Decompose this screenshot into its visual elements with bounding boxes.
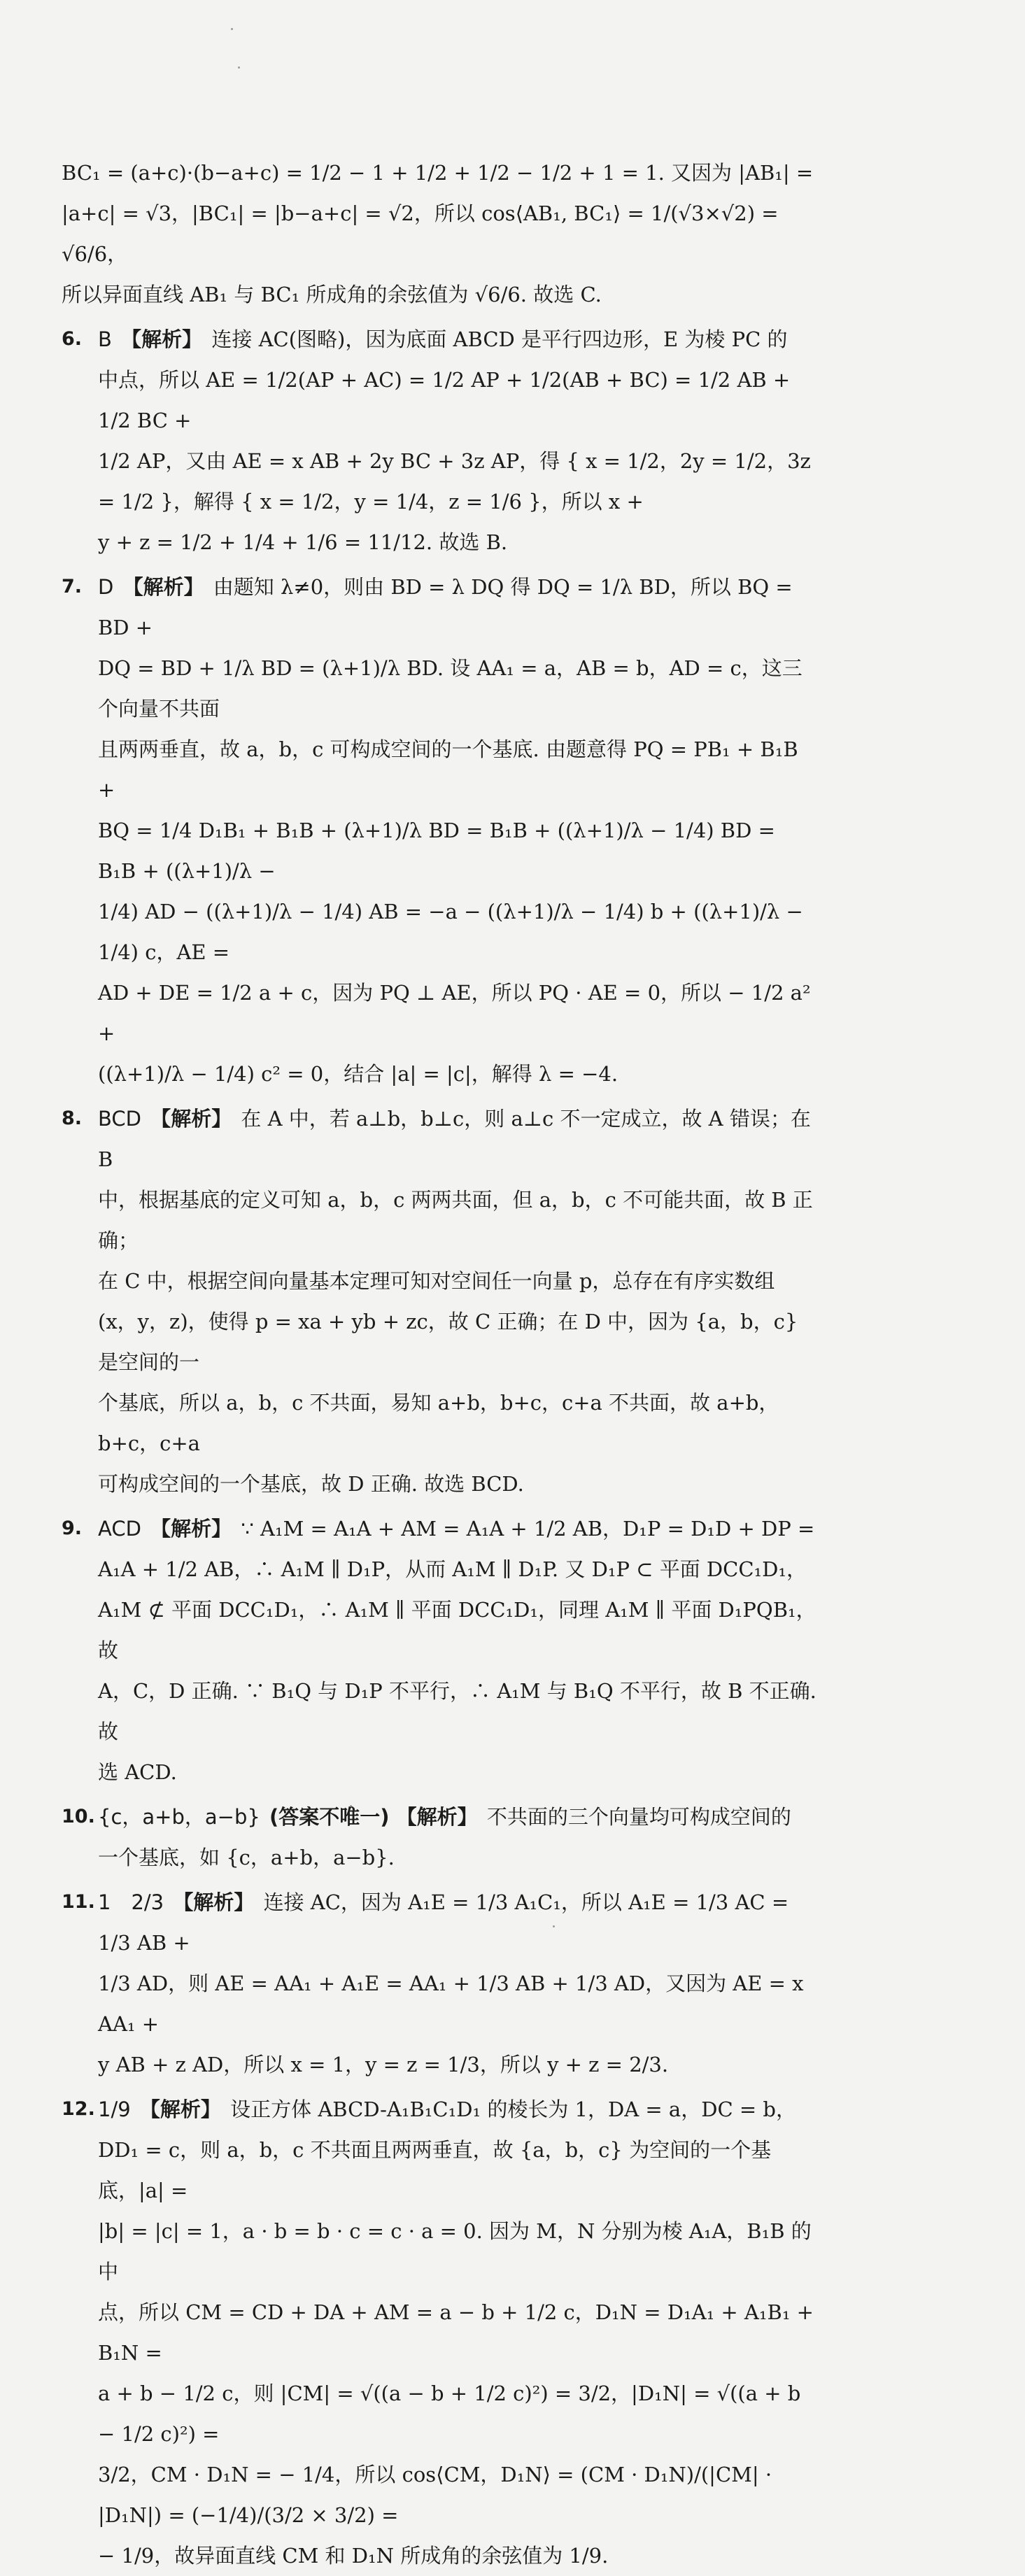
text-line: AD + DE = 1/2 a + c，因为 PQ ⊥ AE，所以 PQ · AE = 0，所以 − 1/2 a² +	[98, 981, 811, 1045]
solution-item-8	[62, 1098, 819, 1504]
text-line: A，C，D 正确. ∵ B₁Q 与 D₁P 不平行，∴ A₁M 与 B₁Q 不平行，故 B 不正确. 故	[98, 1679, 817, 1743]
text-line: DQ = BD + 1/λ BD = (λ+1)/λ BD. 设 AA₁ = a，AB = b，AD = c，这三个向量不共面	[98, 656, 803, 721]
text-line: BC₁ = (a+c)·(b−a+c) = 1/2 − 1 + 1/2 + 1/2 − 1/2 + 1 = 1. 又因为 |AB₁| =	[62, 161, 814, 185]
text-line: ((λ+1)/λ − 1/4) c² = 0，结合 |a| = |c|，解得 λ = −4.	[98, 1062, 618, 1086]
text-line: 点，所以 CM = CD + DA + AM = a − b + 1/2 c，D₁N = D₁A₁ + A₁B₁ + B₁N =	[98, 2300, 814, 2365]
solution-text	[62, 153, 819, 2576]
analysis-tag: 【解析】	[150, 1107, 232, 1131]
text-line: 可构成空间的一个基底，故 D 正确. 故选 BCD.	[98, 1472, 524, 1496]
text-line: 一个基底，如 {c，a+b，a−b}.	[98, 1846, 395, 1869]
text-line: A₁A + 1/2 AB，∴ A₁M ∥ D₁P，从而 A₁M ∥ D₁P. 又 D₁P ⊂ 平面 DCC₁D₁，	[98, 1557, 807, 1581]
analysis-tag: (答案不唯一) 【解析】	[269, 1805, 478, 1829]
analysis-tag: 【解析】	[150, 1517, 232, 1541]
text-line: 选 ACD.	[98, 1760, 177, 1784]
solution-item-7	[62, 567, 819, 1094]
text-line: 不共面的三个向量均可构成空间的	[486, 1805, 791, 1829]
scan-speck	[231, 28, 233, 30]
text-line: 连接 AC(图略)，因为底面 ABCD 是平行四边形，E 为棱 PC 的	[211, 327, 788, 351]
text-line: 中点，所以 AE = 1/2(AP + AC) = 1/2 AP + 1/2(AB + BC) = 1/2 AB + 1/2 BC +	[98, 368, 791, 432]
text-line: 由题知 λ≠0，则由 BD = λ DQ 得 DQ = 1/λ BD，所以 BQ = BD +	[98, 575, 793, 639]
text-line: ∵ A₁M = A₁A + AM = A₁A + 1/2 AB，D₁P = D₁D + DP =	[241, 1517, 815, 1541]
solution-item-10	[62, 1797, 819, 1878]
item-answer: 1 2/3	[98, 1890, 164, 1914]
item-number: 11.	[62, 1891, 95, 1913]
text-line: |b| = |c| = 1，a · b = b · c = c · a = 0. 因为 M，N 分别为棱 A₁A，B₁B 的中	[98, 2219, 812, 2284]
analysis-tag: 【解析】	[173, 1890, 255, 1914]
text-line: 中，根据基底的定义可知 a，b，c 两两共面，但 a，b，c 不可能共面，故 B 正确；	[98, 1188, 813, 1252]
solution-item-9	[62, 1508, 819, 1792]
intro-block	[62, 153, 819, 315]
analysis-tag: 【解析】	[121, 327, 203, 351]
item-number: 6.	[62, 328, 83, 350]
text-line: 所以异面直线 AB₁ 与 BC₁ 所成角的余弦值为 √6/6. 故选 C.	[62, 283, 602, 306]
text-line: (x，y，z)，使得 p = xa + yb + zc，故 C 正确；在 D 中，因为 {a，b，c} 是空间的一	[98, 1310, 798, 1374]
item-number: 7.	[62, 576, 83, 597]
text-line: 1/4) AD − ((λ+1)/λ − 1/4) AB = −a − ((λ+1)/λ − 1/4) b + ((λ+1)/λ − 1/4) c，AE =	[98, 900, 803, 964]
text-line: DD₁ = c，则 a，b，c 不共面且两两垂直，故 {a，b，c} 为空间的一个基底，|a| =	[98, 2138, 772, 2202]
text-line: 个基底，所以 a，b，c 不共面，易知 a+b，b+c，c+a 不共面，故 a+b，b+c，c+a	[98, 1391, 779, 1455]
text-line: a + b − 1/2 c，则 |CM| = √((a − b + 1/2 c)²) = 3/2，|D₁N| = √((a + b − 1/2 c)²) =	[98, 2382, 801, 2446]
item-number: 12.	[62, 2098, 95, 2120]
text-line: BQ = 1/4 D₁B₁ + B₁B + (λ+1)/λ BD = B₁B + ((λ+1)/λ − 1/4) BD = B₁B + ((λ+1)/λ −	[98, 819, 775, 883]
analysis-tag: 【解析】	[122, 575, 204, 599]
text-line: 在 A 中，若 a⊥b，b⊥c，则 a⊥c 不一定成立，故 A 错误；在 B	[98, 1107, 811, 1171]
solution-item-11	[62, 1882, 819, 2085]
text-line: A₁M ⊄ 平面 DCC₁D₁，∴ A₁M ∥ 平面 DCC₁D₁，同理 A₁M ∥ 平面 D₁PQB₁，故	[98, 1598, 817, 1662]
text-line: y + z = 1/2 + 1/4 + 1/6 = 11/12. 故选 B.	[98, 530, 508, 554]
text-line: 1/2 AP，又由 AE = x AB + 2y BC + 3z AP，得 { x = 1/2，2y = 1/2，3z = 1/2 }，解得 { x = 1/2，y = 1/4，z = 1/6 }，所以 x +	[98, 449, 811, 514]
text-line: 连接 AC，因为 A₁E = 1/3 A₁C₁，所以 A₁E = 1/3 AC = 1/3 AB +	[98, 1890, 789, 1955]
text-line: − 1/9，故异面直线 CM 和 D₁N 所成角的余弦值为 1/9.	[98, 2544, 609, 2568]
scan-speck	[238, 66, 240, 69]
item-answer: {c，a+b，a−b}	[98, 1805, 260, 1829]
text-line: 3/2，CM · D₁N = − 1/4，所以 cos⟨CM，D₁N⟩ = (CM · D₁N)/(|CM| · |D₁N|) = (−1/4)/(3/2 × 3/2) =	[98, 2463, 772, 2527]
item-number: 9.	[62, 1517, 83, 1539]
item-answer: B	[98, 327, 112, 351]
item-answer: BCD	[98, 1107, 141, 1131]
solution-item-12	[62, 2089, 819, 2576]
text-line: y AB + z AD，所以 x = 1，y = z = 1/3，所以 y + z = 2/3.	[98, 2053, 669, 2076]
item-number: 10.	[62, 1806, 95, 1827]
item-answer: ACD	[98, 1517, 141, 1541]
text-line: 1/3 AD，则 AE = AA₁ + A₁E = AA₁ + 1/3 AB + 1/3 AD，又因为 AE = x AA₁ +	[98, 1972, 804, 2036]
item-answer: D	[98, 575, 114, 599]
text-line: 且两两垂直，故 a，b，c 可构成空间的一个基底. 由题意得 PQ = PB₁ + B₁B +	[98, 737, 798, 802]
text-line: 设正方体 ABCD-A₁B₁C₁D₁ 的棱长为 1，DA = a，DC = b，	[230, 2097, 796, 2121]
item-answer: 1/9	[98, 2097, 131, 2121]
item-number: 8.	[62, 1107, 83, 1129]
text-line: |a+c| = √3，|BC₁| = |b−a+c| = √2，所以 cos⟨AB₁, BC₁⟩ = 1/(√3×√2) = √6/6，	[62, 201, 779, 266]
text-line: 在 C 中，根据空间向量基本定理可知对空间任一向量 p，总存在有序实数组	[98, 1269, 775, 1293]
analysis-tag: 【解析】	[139, 2097, 221, 2121]
solution-item-6	[62, 319, 819, 562]
